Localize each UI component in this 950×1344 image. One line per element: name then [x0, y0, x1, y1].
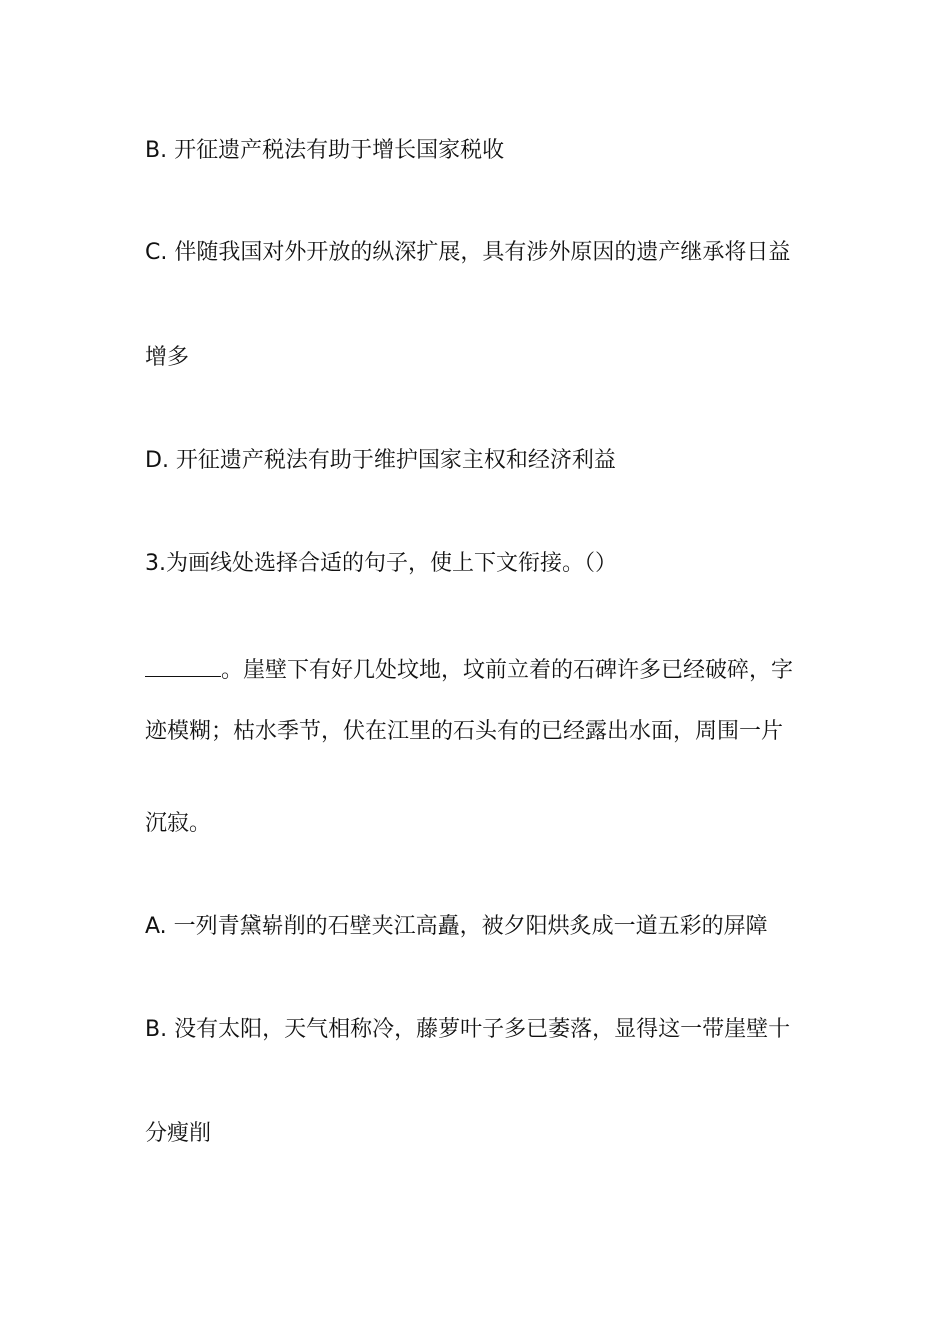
option-b-line: B. 开征遗产税法有助于增长国家税收	[145, 138, 505, 163]
option-b2-line: B. 没有太阳，天气相称冷，藤萝叶子多已萎落，显得这一带崖壁十	[145, 1017, 791, 1042]
passage-line-1-text: 。崖壁下有好几处坟地，坟前立着的石碑许多已经破碎，字	[221, 658, 794, 683]
passage-line-3: 沉寂。	[145, 811, 212, 836]
passage-line-1	[145, 654, 793, 686]
question-3-stem: 3.为画线处选择合适的句子，使上下文衔接。（）	[145, 551, 617, 576]
passage-line-2: 迹模糊；枯水季节，伏在江里的石头有的已经露出水面，周围一片	[145, 719, 784, 744]
option-c-continuation: 增多	[145, 345, 190, 370]
fill-blank	[145, 654, 221, 677]
option-a-line: A. 一列青黛崭削的石壁夹江高矗，被夕阳烘炙成一道五彩的屏障	[145, 914, 768, 939]
option-d-line: D. 开征遗产税法有助于维护国家主权和经济利益	[145, 448, 616, 473]
option-c-line: C. 伴随我国对外开放的纵深扩展，具有涉外原因的遗产继承将日益	[145, 240, 791, 265]
option-b2-continuation: 分瘦削	[145, 1121, 212, 1146]
